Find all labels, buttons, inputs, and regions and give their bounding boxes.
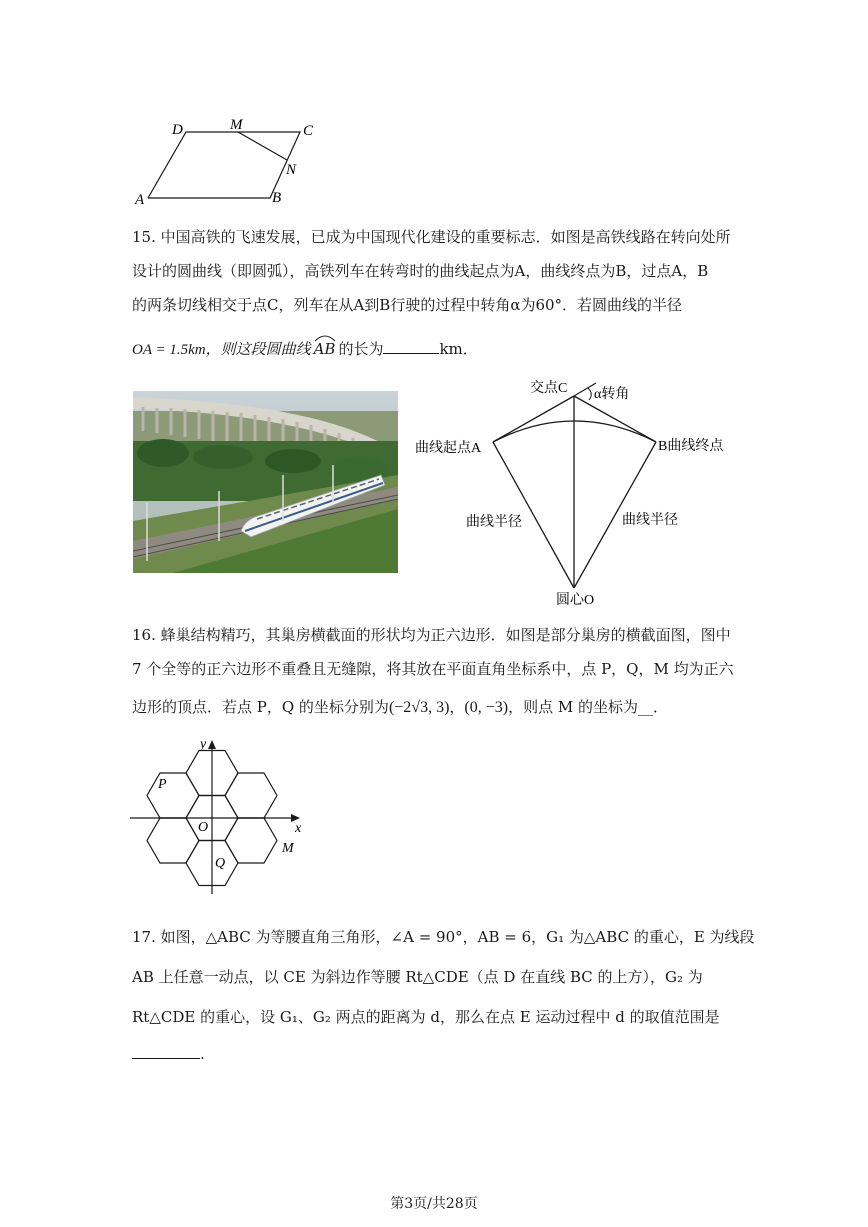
q17-line3: Rt△CDE 的重心，设 G₁、G₂ 两点的距离为 d，那么在点 E 运动过程中 d 的取值范围是 xyxy=(132,1008,720,1026)
q17-line4 xyxy=(132,1044,742,1064)
parallelogram-figure xyxy=(130,112,330,208)
q16-point-p-coords: (−2√3, 3) xyxy=(388,699,450,716)
label-point-q: Q xyxy=(215,856,226,871)
label-d: D xyxy=(172,122,183,138)
q16-line3-text: 边形的顶点．若点 P，Q 的坐标分别为 xyxy=(132,698,389,716)
q15-line2: 设计的圆曲线（即圆弧），高铁列车在转弯时的曲线起点为A，曲线终点为B，过点A，B xyxy=(132,262,709,280)
q15-line1: 15. 中国高铁的飞速发展，已成为中国现代化建设的重要标志．如图是高铁线路在转向处所 xyxy=(132,228,731,246)
label-curve-end-b: B曲线终点 xyxy=(658,439,724,454)
q16-point-q-coords: (0, −3) xyxy=(464,699,509,716)
label-x: x xyxy=(295,821,302,836)
q15-line3: 的两条切线相交于点C，列车在从A到B行驶的过程中转角α为60°．若圆曲线的半径 xyxy=(132,296,683,314)
q17-answer-blank xyxy=(132,1044,200,1059)
label-origin: O xyxy=(198,820,209,835)
label-curve-start-a: 曲线起点A xyxy=(415,441,482,456)
label-radius-right: 曲线半径 xyxy=(622,513,678,528)
high-speed-rail-photo xyxy=(133,391,398,573)
label-a: A xyxy=(135,192,145,208)
q16-question: ，则点 M 的坐标为__． xyxy=(508,698,669,716)
parallelogram-edges xyxy=(148,132,300,198)
tangent-bc xyxy=(574,396,656,442)
q15-arc-ab: AB xyxy=(314,336,336,359)
label-point-p: P xyxy=(158,777,167,792)
q15-answer-blank xyxy=(383,339,439,354)
label-b: B xyxy=(272,190,282,206)
q16-separator: ， xyxy=(449,698,465,716)
q15-unit: km． xyxy=(439,340,478,358)
y-axis-arrow xyxy=(208,740,216,749)
segment-mn xyxy=(238,132,287,160)
page-number: 第3页/共28页 xyxy=(390,1196,478,1212)
curve-diagram xyxy=(410,372,740,612)
label-m: M xyxy=(230,117,243,133)
label-n: N xyxy=(286,162,297,178)
hexagon-4 xyxy=(147,818,199,863)
q17-line2: AB 上任意一动点，以 CE 为斜边作等腰 Rt△CDE（点 D 在直线 BC 的上方），G₂ 为 xyxy=(132,968,703,986)
label-y: y xyxy=(200,737,207,752)
label-point-m: M xyxy=(282,841,294,856)
q16-line1: 16. 蜂巢结构精巧，其巢房横截面的形状均为正六边形．如图是部分巢房的横截面图，图中 xyxy=(132,626,731,644)
label-c: C xyxy=(303,123,314,139)
q15-line4 xyxy=(132,336,742,360)
tangent-ac xyxy=(493,396,574,442)
label-radius-left: 曲线半径 xyxy=(466,515,522,530)
hexagon-3 xyxy=(225,773,277,818)
hexagon-5 xyxy=(225,818,277,863)
q15-length-text: 的长为 xyxy=(338,340,384,358)
angle-arc xyxy=(588,388,591,400)
honeycomb-graph xyxy=(128,734,308,900)
label-intersection-c: 交点C xyxy=(530,381,568,396)
q17-period: . xyxy=(200,1045,205,1063)
label-center-o: 圆心O xyxy=(556,593,595,608)
q17-line1: 17. 如图，△ABC 为等腰直角三角形，∠A = 90°，AB = 6，G₁ 为△ABC 的重心，E 为线段 xyxy=(132,928,755,946)
q16-line3 xyxy=(132,698,742,717)
q15-oa-text: OA = 1.5km，则这段圆曲线 xyxy=(132,342,311,358)
label-turning-angle: α转角 xyxy=(594,387,630,402)
q16-line2: 7 个全等的正六边形不重叠且无缝隙，将其放在平面直角坐标系中，点 P，Q，M 均为正六 xyxy=(132,660,734,678)
tangent-extension xyxy=(574,383,596,396)
hexagon-2 xyxy=(147,773,199,818)
